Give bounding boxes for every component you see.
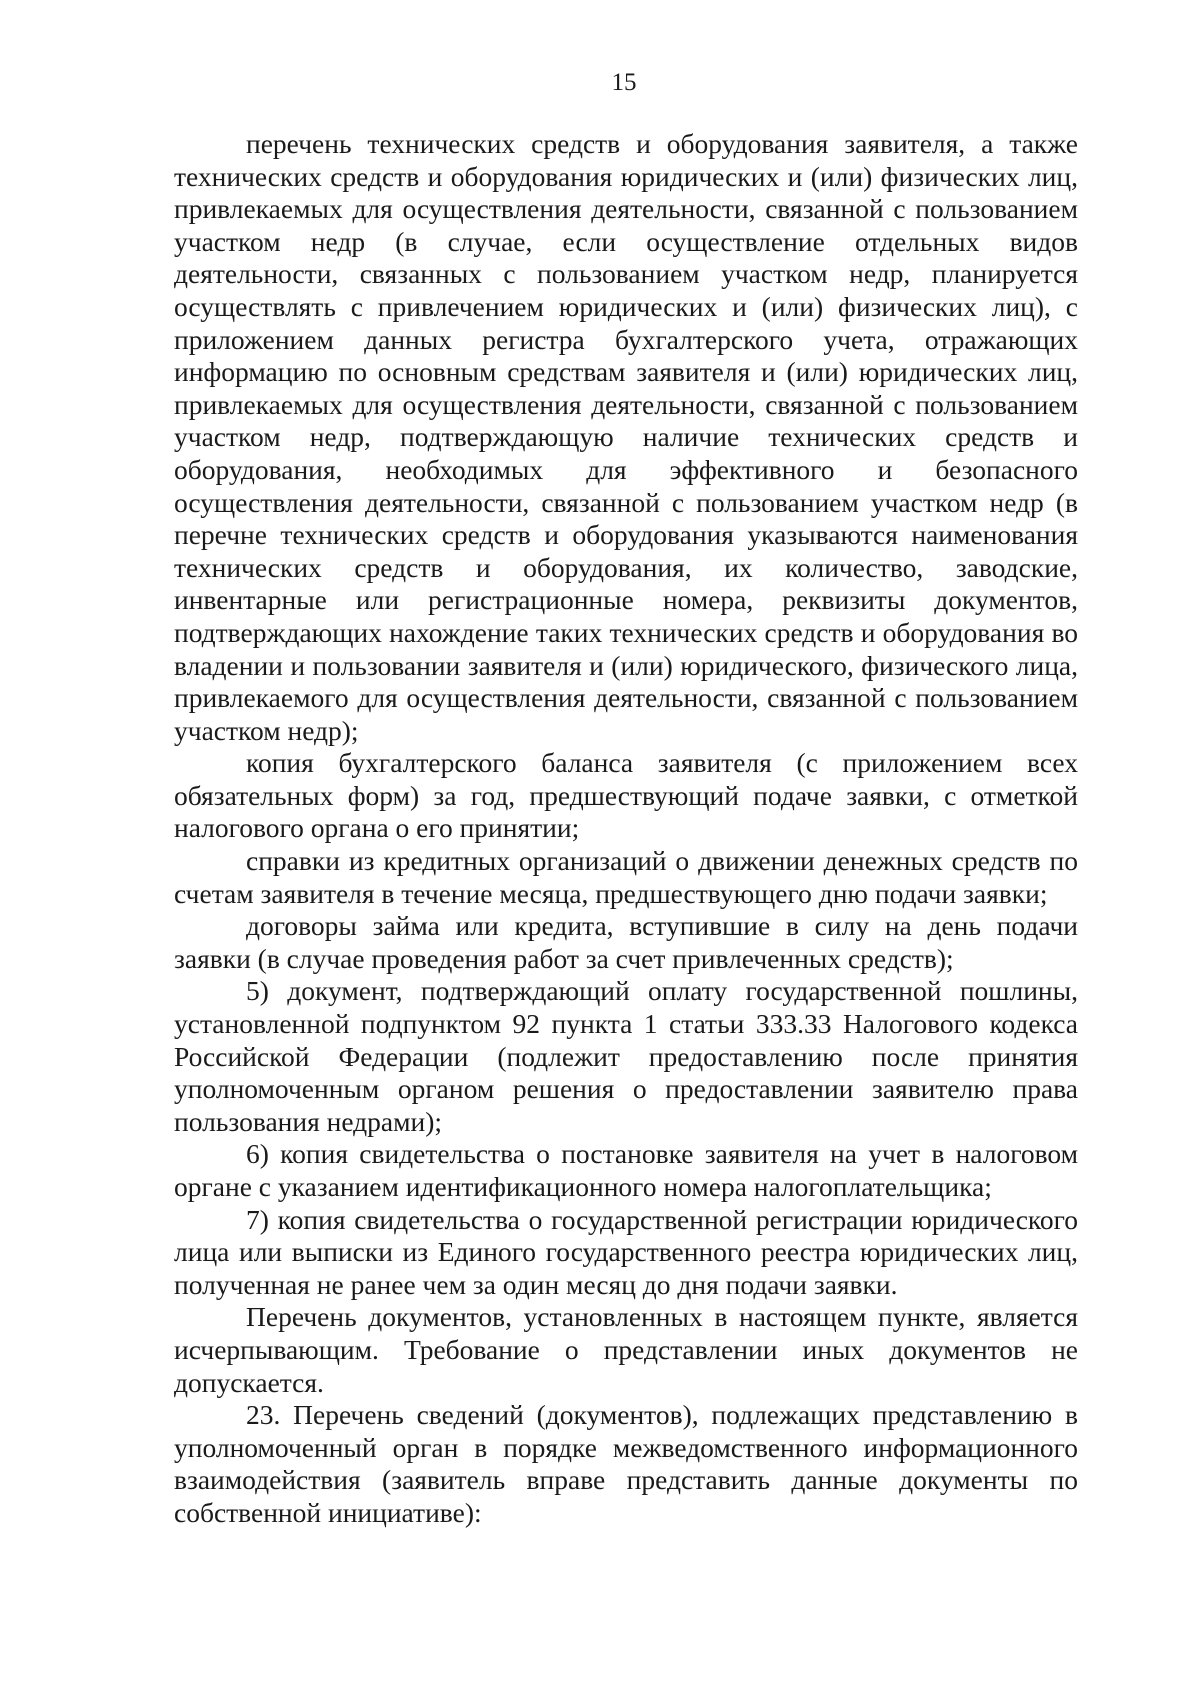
paragraph-balance-sheet-copy: копия бухгалтерского баланса заявителя (с приложением всех обязательных форм) за год, предшествующий подаче заявки, с отметкой налогового органа о его принятии; [174,747,1078,844]
paragraph-item-7-state-registration: 7) копия свидетельства о государственной регистрации юридического лица или выписки из Единого государственного реестра юридических лиц, полученная не ранее чем за один месяц до дня подачи заявки. [174,1203,1078,1300]
page-number: 15 [611,69,637,96]
paragraph-item-23-interagency: 23. Перечень сведений (документов), подлежащих представлению в уполномоченный орган в порядке межведомственного информационного взаимодействия (заявитель вправе представить данные документы по собственной инициативе): [174,1399,1078,1528]
paragraph-loan-agreements: договоры займа или кредита, вступившие в силу на день подачи заявки (в случае проведения работ за счет привлеченных средств); [174,910,1078,974]
paragraph-technical-equipment-list: перечень технических средств и оборудования заявителя, а также технических средств и оборудования юридических и (или) физических лиц, привлекаемых для осуществления деятельности, связанной с пользованием участком недр (в случае, если осуществление отдельных видов деятельности, связанных с пользованием участком недр, планируется осуществлять с привлечением юридических и (или) физических лиц), с приложением данных регистра бухгалтерского учета, отражающих информацию по основным средствам заявителя и (или) юридических лиц, привлекаемых для осуществления деятельности, связанной с пользованием участком недр, подтверждающую наличие технических средств и оборудования, необходимых для эффективного и безопасного осуществления деятельности, связанной с пользованием участком недр (в перечне технических средств и оборудования указываются наименования технических средств и оборудования, их количество, заводские, инвентарные или регистрационные номера, реквизиты документов, подтверждающих нахождение таких технических средств и оборудования во владении и пользовании заявителя и (или) юридического, физического лица, привлекаемого для осуществления деятельности, связанной с пользованием участком недр); [174,128,1078,746]
paragraph-item-6-tax-registration: 6) копия свидетельства о постановке заявителя на учет в налоговом органе с указанием идентификационного номера налогоплательщика; [174,1138,1078,1202]
document-body [174,128,1078,1530]
paragraph-bank-statements: справки из кредитных организаций о движении денежных средств по счетам заявителя в течение месяца, предшествующего дню подачи заявки; [174,845,1078,909]
paragraph-exhaustive-list: Перечень документов, установленных в настоящем пункте, является исчерпывающим. Требование о представлении иных документов не допускается. [174,1301,1078,1398]
paragraph-item-5-state-duty: 5) документ, подтверждающий оплату государственной пошлины, установленной подпунктом 92 пункта 1 статьи 333.33 Налогового кодекса Российской Федерации (подлежит предоставлению после принятия уполномоченным органом решения о предоставлении заявителю права пользования недрами); [174,975,1078,1137]
